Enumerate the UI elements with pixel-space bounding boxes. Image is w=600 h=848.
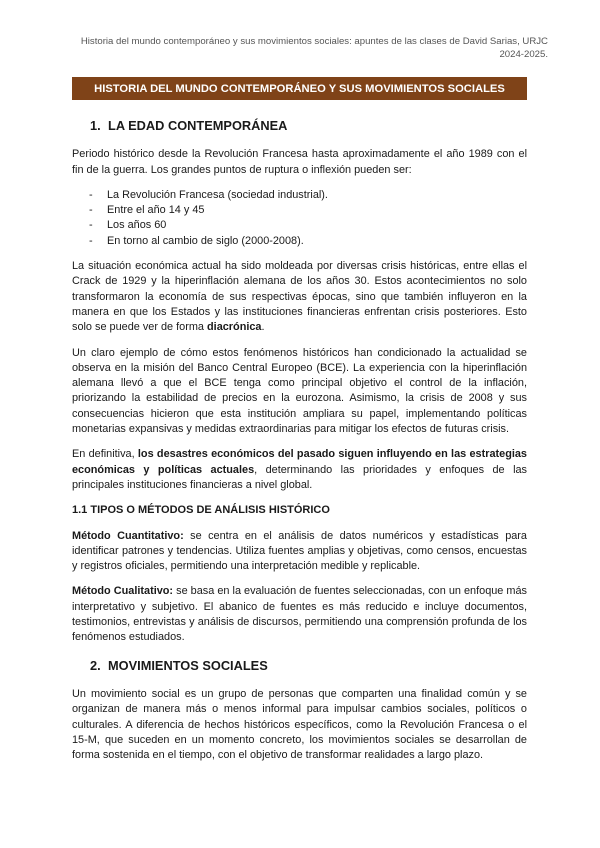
paragraph-social-movements: Un movimiento social es un grupo de personas que comparten una finalidad común y se organizan de manera más o menos informal para impulsar cambios sociales, políticos o culturales. A diferencia de hechos históricos específicos, como la Revolución Francesa o el 15-M, que suceden en un momento concreto, los movimientos sociales se desarrollan de forma sostenida en el tiempo, con el objetivo de transformar realidades a largo plazo.	[72, 687, 527, 762]
paragraph-conclusion-start: En definitiva,	[72, 448, 138, 461]
qualitative-label: Método Cualitativo:	[72, 585, 174, 598]
quantitative-label: Método Cuantitativo:	[72, 529, 184, 542]
paragraph-conclusion	[72, 447, 527, 493]
paragraph-crisis	[72, 259, 527, 335]
qualitative-text: se basa en la evaluación de fuentes seleccionadas, con un enfoque más interpretativo y subjetivo. El abanico de fuentes es más reducido e incluye documentos, testimonios, entrevistas y análisis de discursos, permitiendo una comprensión profunda de los fenómenos estudiados.	[72, 585, 527, 644]
paragraph-quantitative	[72, 529, 527, 575]
paragraph-bce: Un claro ejemplo de cómo estos fenómenos históricos han condicionado la actualidad se observa en la misión del Banco Central Europeo (BCE). La experiencia con la hiperinflación alemana llevó a que el BCE tenga como principal objetivo el control de la inflación, priorizando la estabilidad de precios en la eurozona. Asimismo, la crisis de 2008 y sus consecuencias hicieron que esta institución ampliara su papel, implementando políticas monetarias expansivas y medidas extraordinarias para mitigar los efectos de futuras crisis.	[72, 346, 527, 436]
document-body	[72, 112, 527, 773]
rupture-points-list	[72, 188, 527, 249]
section-number-1: 1.	[90, 118, 101, 133]
list-item: - En torno al cambio de siglo (2000-2008).	[72, 234, 527, 249]
running-header: Historia del mundo contemporáneo y sus movimientos sociales: apuntes de las clases de David Sarias, URJC 2024-2025.	[80, 36, 548, 60]
paragraph-crisis-bold: diacrónica	[207, 321, 262, 334]
paragraph-qualitative	[72, 584, 527, 645]
list-item: - La Revolución Francesa (sociedad industrial).	[72, 188, 527, 203]
subsection-heading-1-1: 1.1 TIPOS O MÉTODOS DE ANÁLISIS HISTÓRICO	[72, 504, 330, 517]
paragraph-conclusion-end: , determinando las prioridades y enfoques de las principales instituciones financieras a nivel global.	[72, 463, 527, 491]
paragraph-conclusion-bold: los desastres económicos del pasado siguen influyendo en las estrategias económicas y políticas actuales	[72, 448, 527, 476]
section-heading-1	[90, 118, 527, 133]
section-heading-2	[90, 658, 527, 673]
paragraph-crisis-text: La situación económica actual ha sido moldeada por diversas crisis históricas, entre ellas el Crack de 1929 y la hiperinflación alemana de los años 30. Estos acontecimientos no solo transformaron la economía de sus respectivas épocas, sino que también influyeron en la manera en que los Estados y las instituciones financieras enfrentan crisis posteriores. Esto solo se puede ver de forma	[72, 260, 527, 334]
document-title-banner: HISTORIA DEL MUNDO CONTEMPORÁNEO Y SUS MOVIMIENTOS SOCIALES	[72, 77, 527, 100]
paragraph-intro: Periodo histórico desde la Revolución Francesa hasta aproximadamente el año 1989 con el fin de la guerra. Los grandes puntos de ruptura o inflexión pueden ser:	[72, 148, 527, 176]
list-item: - Entre el año 14 y 45	[72, 203, 527, 218]
quantitative-text: se centra en el análisis de datos numéricos y estadísticas para identificar patrones y tendencias. Utiliza fuentes amplias y objetivas, como censos, encuestas y registros oficiales, permitiendo una interpretación medible y replicable.	[72, 529, 527, 573]
list-item: - Los años 60	[72, 218, 527, 233]
section-title-1: LA EDAD CONTEMPORÁNEA	[108, 118, 288, 133]
paragraph-crisis-end: .	[261, 321, 265, 334]
section-number-2: 2.	[90, 657, 101, 673]
section-title-2: MOVIMIENTOS SOCIALES	[108, 657, 268, 673]
